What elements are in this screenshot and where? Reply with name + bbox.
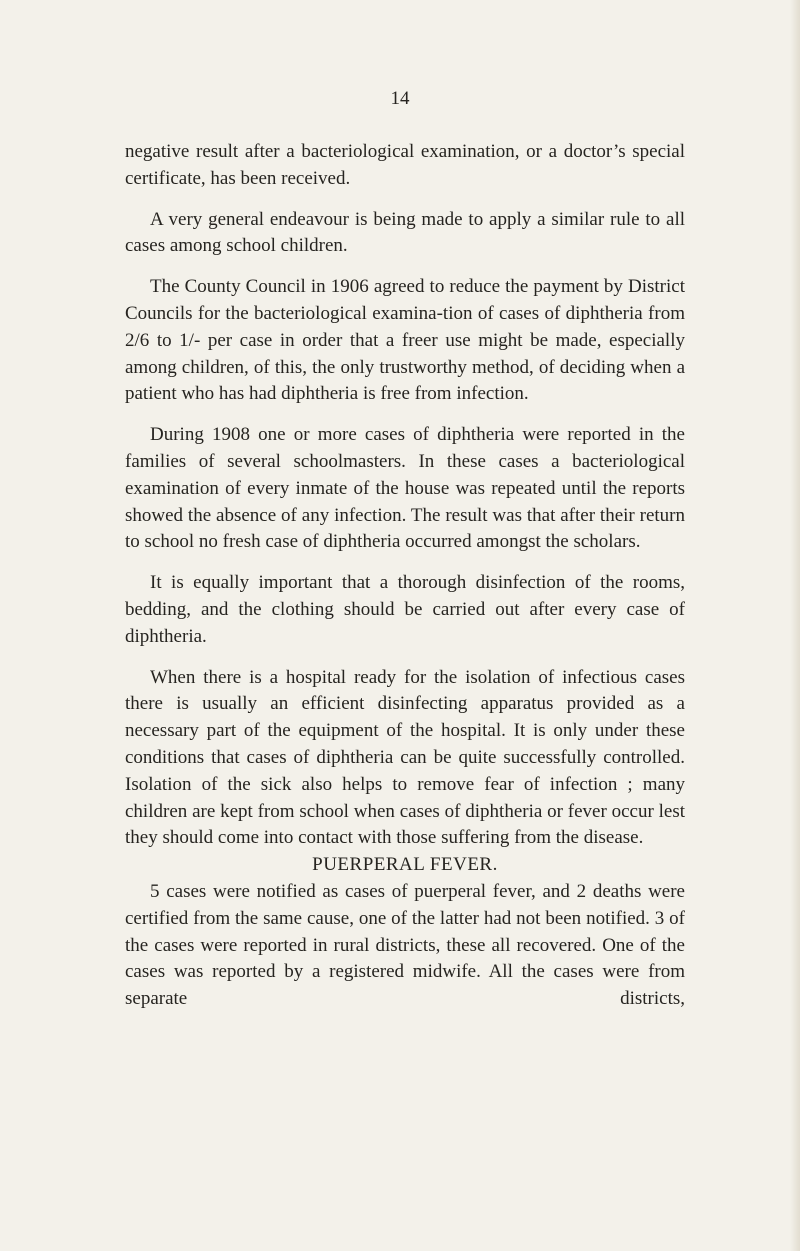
paragraph-schoolmasters-cases: During 1908 one or more cases of diphtheria were reported in the families of several schoolmasters. In these cases a bacteriological examination of every inmate of the house was repeated until the reports showed the absence of any infection. The result was that after their return to school no fresh case of diphtheria occurred amongst the scholars.: [125, 424, 685, 553]
paragraph-school-children-rule: A very general endeavour is being made to apply a similar rule to all cases among school children.: [125, 208, 685, 257]
paragraph-county-council-payment: The County Council in 1906 agreed to reduce the payment by District Councils for the bacteriological examina-tion of cases of diphtheria from 2/6 to 1/- per case in order that a freer use might be made, especially among children, of this, the only trustworthy method, of deciding when a patient who has had diphtheria is free from infection.: [125, 276, 685, 405]
paragraph-puerperal-fever-cases: 5 cases were notified as cases of puerperal fever, and 2 deaths were certified from the same cause, one of the latter had not been notified. 3 of the cases were reported in rural districts, these all recovered. One of the cases was reported by a registered midwife. All the cases were from separate districts,: [125, 880, 685, 1010]
paragraph-school-certificate: negative result after a bacteriological examination, or a doctor’s special certificate, has been received.: [125, 141, 685, 189]
section-heading-puerperal-fever: PUERPERAL FEVER.: [312, 854, 498, 876]
document-body: [125, 139, 685, 1013]
page-number: 14: [390, 88, 410, 109]
paragraph-hospital-isolation: When there is a hospital ready for the isolation of infectious cases there is usually an efficient disinfecting apparatus provided as a necessary part of the equipment of the hospital. It is only under these conditions that cases of diphtheria can be quite successfully controlled. Isolation of the sick also helps to remove fear of infection ; many children are kept from school when cases of diphtheria or fever occur lest they should come into contact with those suffering from the disease.: [125, 666, 685, 849]
page-edge: [790, 0, 800, 1251]
paragraph-disinfection: It is equally important that a thorough disinfection of the rooms, bedding, and the clothing should be carried out after every case of diphtheria.: [125, 572, 685, 647]
